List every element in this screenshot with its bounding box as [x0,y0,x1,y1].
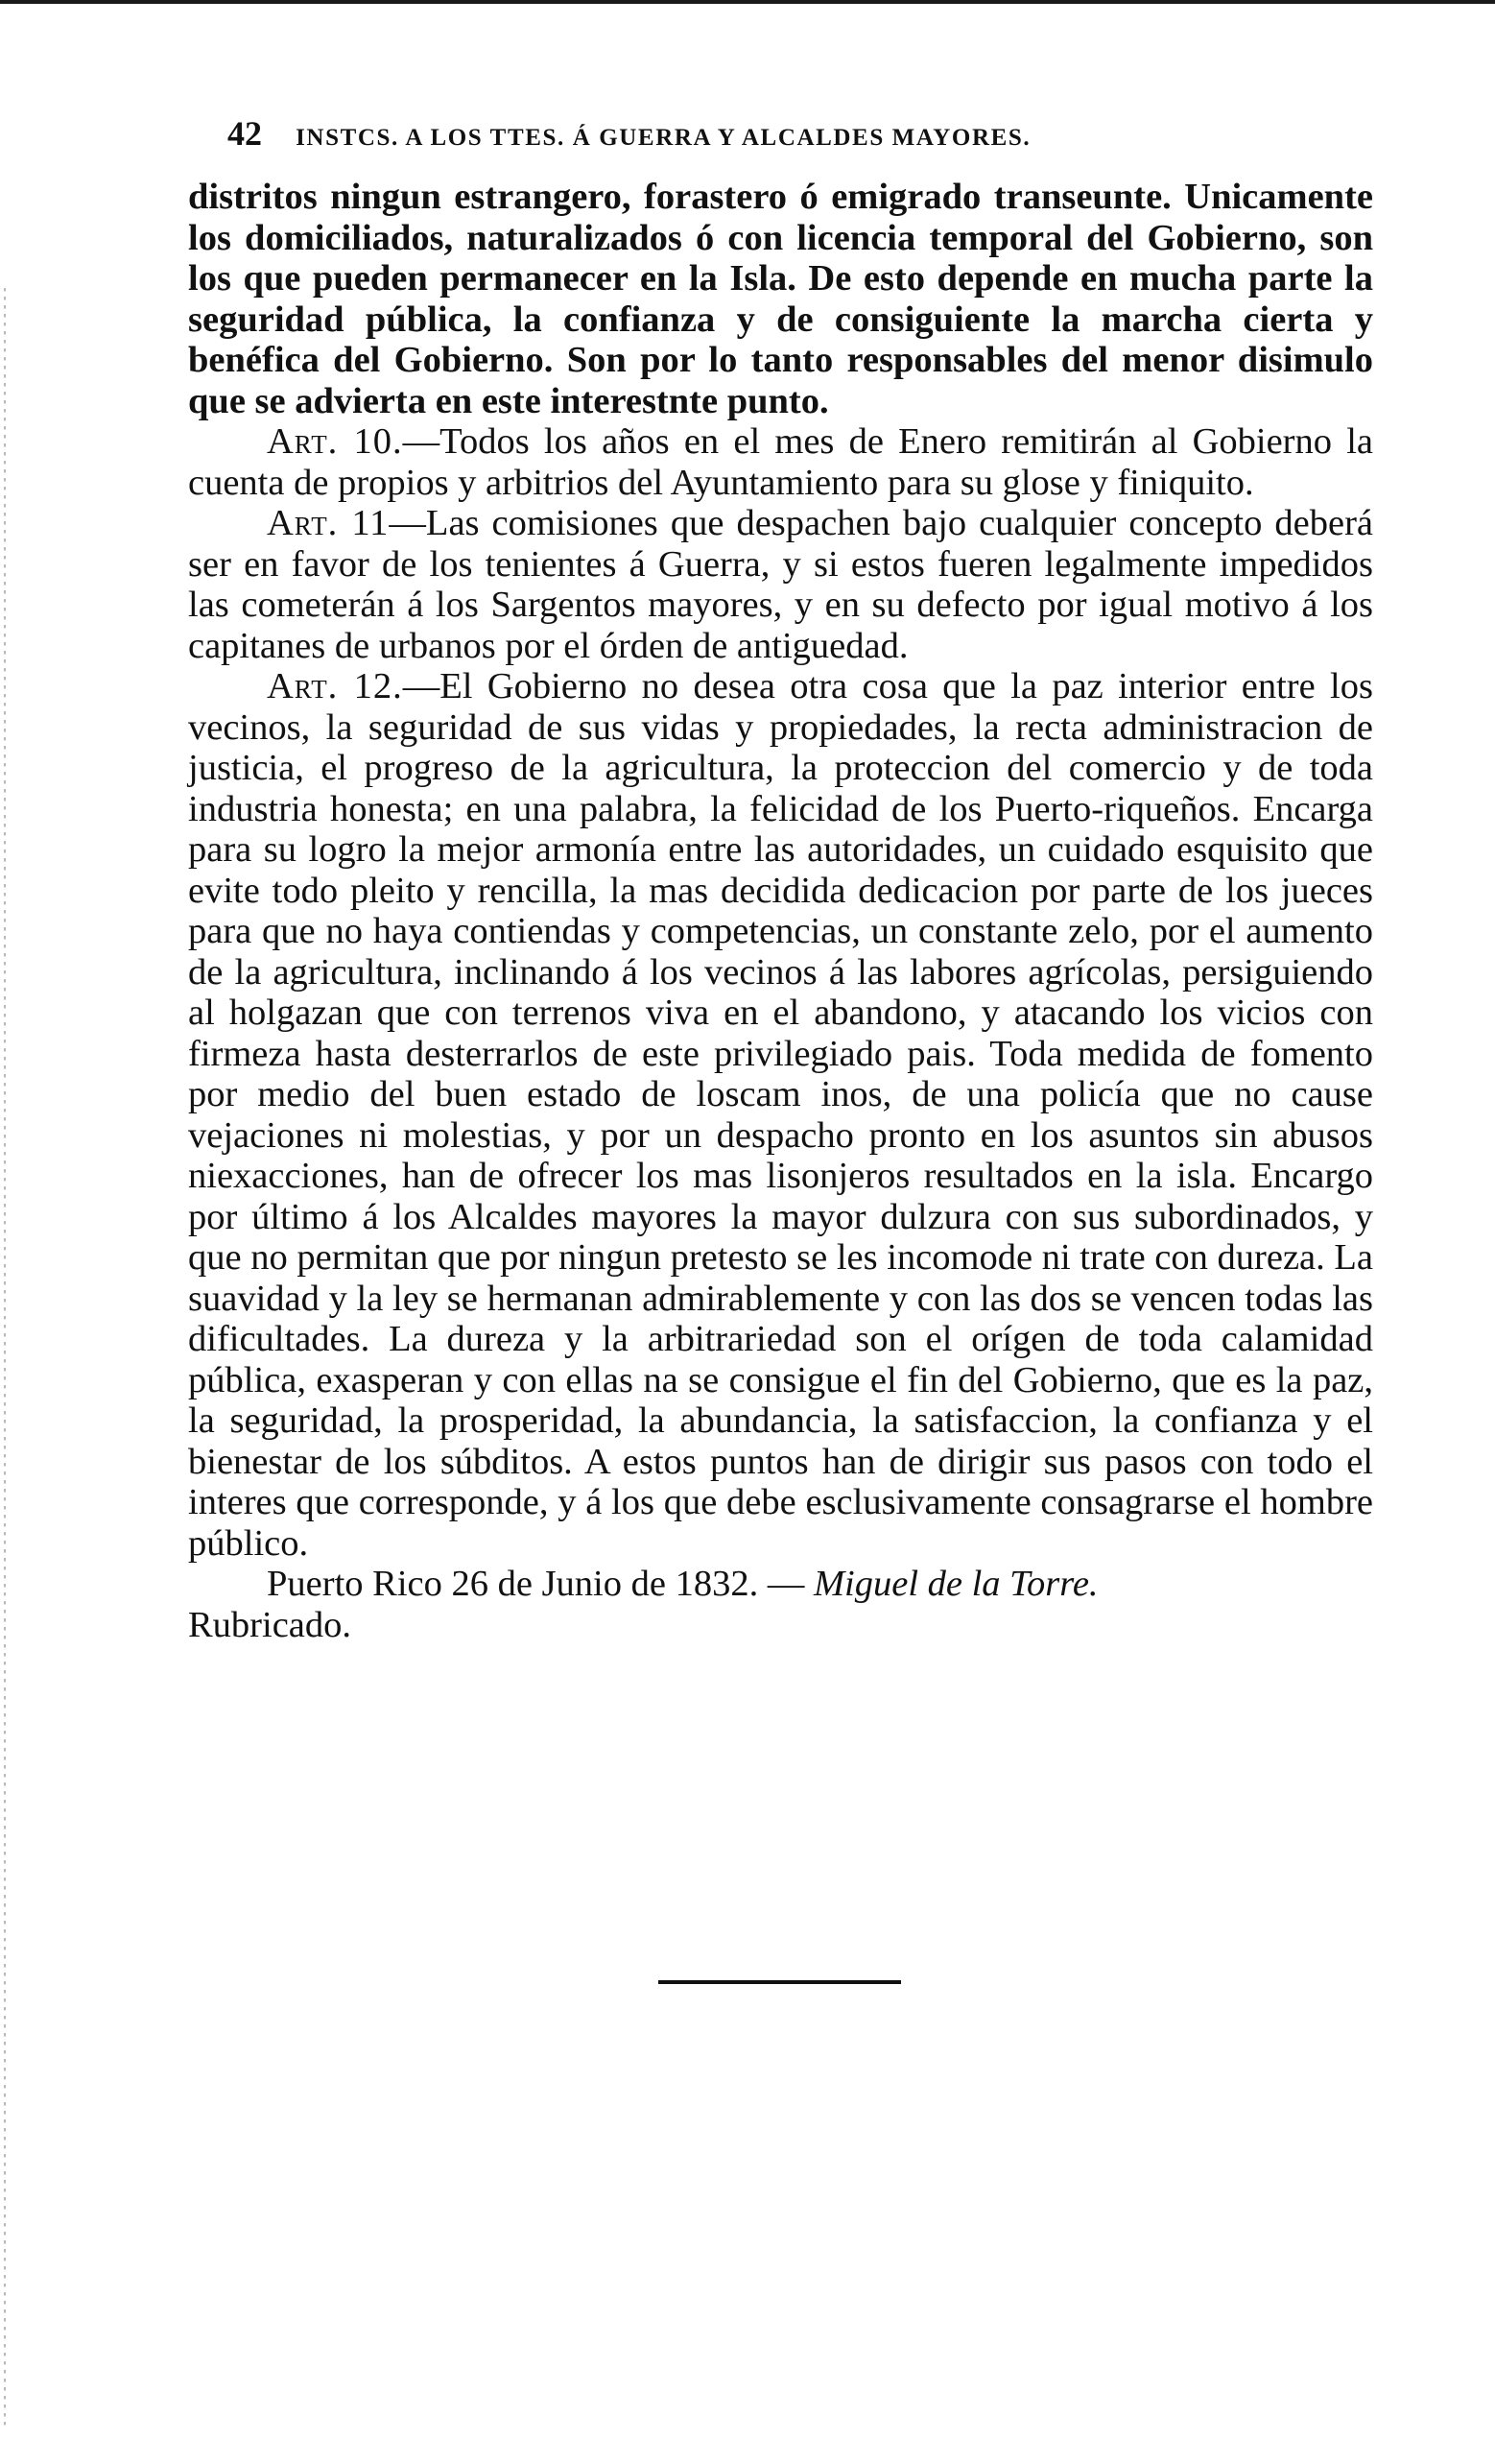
article-12 [188,666,1373,1564]
article-12-text: —El Gobierno no desea otra cosa que la paz interior entre los vecinos, la seguridad de sus vidas y propiedades, la recta administracion de justicia, el progreso de la agricultura, la proteccion del comercio y de toda industria honesta; en una palabra, la felicidad de los Puerto-riqueños. Encarga para su logro la mejor armonía entre las autoridades, un cuidado esquisito que evite todo pleito y rencilla, la mas decidida dedicacion por parte de los jueces para que no haya contiendas y competencias, un constante zelo, por el aumento de la agricultura, inclinando á los vecinos á las labores agrícolas, persiguiendo al holgazan que con terrenos viva en el abandono, y atacando los vicios con firmeza hasta desterrarlos de este privilegiado pais. Toda medida de fomento por medio del buen estado de loscam inos, de una policía que no cause vejaciones ni molestias, y por un despacho pronto en los asuntos sin abusos niexacciones, han de ofrecer los mas lisonjeros resultados en la isla. Encargo por último á los Alcaldes mayores la mayor dulzura con sus subordinados, y que no permitan que por ningun pretesto se les incomode ni trate con dureza. La suavidad y la ley se hermanan admirablemente y con las dos se vencen todas las dificultades. La dureza y la arbitrariedad son el orígen de toda calamidad pública, exasperan y con ellas na se consigue el fin del Gobierno, que es la paz, la seguridad, la prosperidad, la abundancia, la satisfaccion, la confianza y el bienestar de los súbditos. A estos puntos han de dirigir sus pasos con todo el interes que corresponde, y á los que debe esclusivamente consagrarse el hombre público. [188,666,1373,1564]
page-header [227,113,1283,161]
closing-line [188,1564,1373,1605]
rubricado: Rubricado. [188,1604,351,1645]
body-text [188,177,1373,1645]
closing-rule [658,1980,901,1984]
article-11 [188,503,1373,666]
article-11-text: —Las comisiones que despachen bajo cualquier concepto deberá ser en favor de los tenientes á Guerra, y si estos fueren legalmente impedidos las cometerán á los Sargentos mayores, y en su defecto por igual motivo á los capitanes de urbanos por el órden de antiguedad. [188,503,1373,666]
article-10-text: —Todos los años en el mes de Enero remitirán al Gobierno la cuenta de propios y arbitrios del Ayuntamiento para su glose y finiquito. [188,421,1373,503]
page-number: 42 [227,114,262,153]
article-10 [188,421,1373,503]
place-date: Puerto Rico 26 de Junio de 1832. — [267,1564,814,1604]
rubricado-line [188,1605,1373,1646]
article-11-label: Art. 11 [267,503,390,543]
top-border-line [0,0,1495,4]
article-12-label: Art. 12. [267,666,403,706]
paragraph-continuation: distritos ningun estrangero, forastero ó emigrado transeunte. Unicamente los domiciliados, naturalizados ó con licencia temporal del Gobierno, son los que pueden permanecer en la Isla. De esto depende en mucha parte la seguridad pública, la confianza y de consiguiente la marcha cierta y benéfica del Gobierno. Son por lo tanto responsables del menor disimulo que se advierta en este interestnte punto. [188,177,1373,421]
scan-edge-dots [4,288,6,2428]
article-10-label: Art. 10. [267,421,403,462]
signature-name: Miguel de la Torre. [813,1564,1099,1604]
running-head: INSTCS. A LOS TTES. Á GUERRA Y ALCALDES MAYORES. [296,125,1032,151]
